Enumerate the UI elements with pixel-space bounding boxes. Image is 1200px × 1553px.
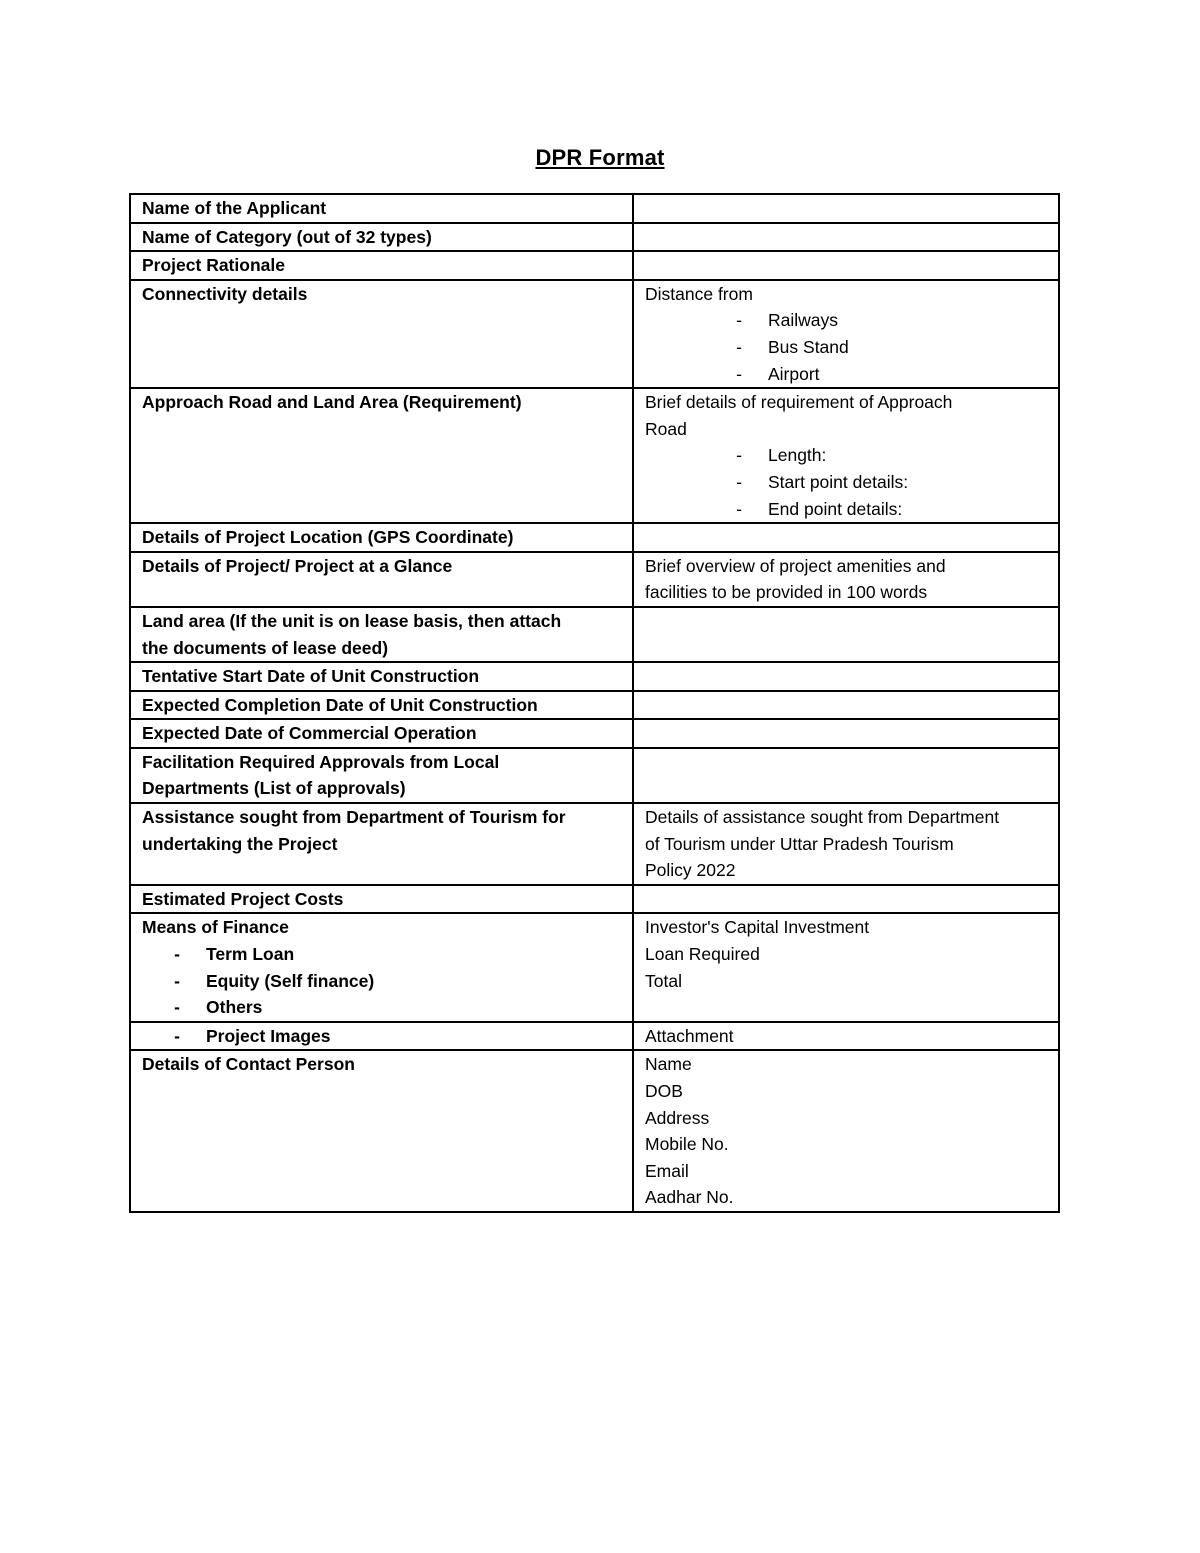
row-start-date: [130, 662, 1059, 691]
value-approach-road: [633, 388, 1059, 523]
list-item: [645, 496, 1050, 523]
label-applicant: Name of the Applicant: [130, 194, 633, 223]
row-commercial-date: [130, 719, 1059, 748]
land-area-line: Land area (If the unit is on lease basis, then attach: [142, 610, 562, 631]
assistance-value-line: Policy 2022: [645, 860, 736, 881]
assistance-value-line: of Tourism under Uttar Pradesh Tourism: [645, 833, 954, 854]
label-approach-road: Approach Road and Land Area (Requirement): [130, 388, 633, 523]
dash-bullet: -: [736, 498, 742, 519]
label-assistance: [130, 803, 633, 885]
row-connectivity: [130, 280, 1059, 388]
row-finance: [130, 913, 1059, 1021]
dash-bullet: -: [736, 471, 742, 492]
label-start-date: Tentative Start Date of Unit Construction: [130, 662, 633, 691]
finance-item: Term Loan: [206, 944, 295, 965]
value-commercial-date: [633, 719, 1059, 748]
row-approvals: [130, 748, 1059, 803]
value-costs: [633, 885, 1059, 914]
assistance-label-line: undertaking the Project: [142, 833, 338, 854]
row-assistance: [130, 803, 1059, 885]
list-item: [142, 968, 624, 995]
list-item: [645, 361, 1050, 388]
value-images: Attachment: [633, 1022, 1059, 1051]
value-contact: [633, 1050, 1059, 1212]
row-category: [130, 223, 1059, 252]
dash-bullet: -: [174, 997, 180, 1018]
row-applicant: [130, 194, 1059, 223]
value-category: [633, 223, 1059, 252]
row-rationale: [130, 251, 1059, 280]
label-approvals: [130, 748, 633, 803]
dash-bullet: -: [736, 445, 742, 466]
value-approvals: [633, 748, 1059, 803]
row-costs: [130, 885, 1059, 914]
approach-item: End point details:: [768, 498, 903, 519]
approach-line: Brief details of requirement of Approach: [645, 392, 953, 413]
dash-bullet: -: [736, 310, 742, 331]
list-item: [645, 307, 1050, 334]
list-item: [645, 442, 1050, 469]
finance-heading: Means of Finance: [142, 917, 289, 938]
label-images: [130, 1022, 633, 1051]
dash-bullet: -: [174, 970, 180, 991]
contact-field: Mobile No.: [645, 1134, 729, 1155]
label-commercial-date: Expected Date of Commercial Operation: [130, 719, 633, 748]
connectivity-item: Bus Stand: [768, 336, 849, 357]
row-contact: [130, 1050, 1059, 1212]
contact-field: Name: [645, 1054, 692, 1075]
assistance-value-line: Details of assistance sought from Department: [645, 807, 1000, 828]
contact-field: Address: [645, 1107, 710, 1128]
connectivity-item: Airport: [768, 363, 820, 384]
row-glance: [130, 552, 1059, 607]
label-land-area: [130, 607, 633, 662]
value-rationale: [633, 251, 1059, 280]
land-area-line: the documents of lease deed): [142, 637, 389, 658]
approach-line: Road: [645, 418, 687, 439]
finance-item: Others: [206, 997, 263, 1018]
label-completion-date: Expected Completion Date of Unit Construction: [130, 691, 633, 720]
finance-value-line: Investor's Capital Investment: [645, 917, 870, 938]
dpr-format-table: [129, 193, 1060, 1213]
list-item: [142, 1023, 624, 1050]
label-glance: Details of Project/ Project at a Glance: [130, 552, 633, 607]
approach-item: Start point details:: [768, 471, 909, 492]
dash-bullet: -: [174, 1025, 180, 1046]
connectivity-item: Railways: [768, 310, 839, 331]
contact-field: Email: [645, 1160, 689, 1181]
list-item: [142, 994, 624, 1021]
value-location: [633, 523, 1059, 552]
approach-item: Length:: [768, 445, 827, 466]
row-approach-road: [130, 388, 1059, 523]
list-item: [142, 941, 624, 968]
value-assistance: [633, 803, 1059, 885]
finance-item: Equity (Self finance): [206, 970, 375, 991]
label-contact: Details of Contact Person: [130, 1050, 633, 1212]
finance-value-line: Total: [645, 970, 682, 991]
row-completion-date: [130, 691, 1059, 720]
contact-field: Aadhar No.: [645, 1187, 734, 1208]
dash-bullet: -: [736, 363, 742, 384]
label-costs: Estimated Project Costs: [130, 885, 633, 914]
label-category: Name of Category (out of 32 types): [130, 223, 633, 252]
connectivity-heading: Distance from: [645, 283, 753, 304]
label-rationale: Project Rationale: [130, 251, 633, 280]
finance-value-line: Loan Required: [645, 944, 760, 965]
assistance-label-line: Assistance sought from Department of Tourism for: [142, 807, 566, 828]
value-land-area: [633, 607, 1059, 662]
row-images: [130, 1022, 1059, 1051]
approvals-line: Departments (List of approvals): [142, 778, 406, 799]
glance-line: Brief overview of project amenities and: [645, 555, 946, 576]
value-start-date: [633, 662, 1059, 691]
glance-line: facilities to be provided in 100 words: [645, 582, 928, 603]
label-location: Details of Project Location (GPS Coordinate): [130, 523, 633, 552]
list-item: [645, 469, 1050, 496]
row-location: [130, 523, 1059, 552]
row-land-area: [130, 607, 1059, 662]
value-applicant: [633, 194, 1059, 223]
label-finance: [130, 913, 633, 1021]
value-completion-date: [633, 691, 1059, 720]
approvals-line: Facilitation Required Approvals from Local: [142, 751, 500, 772]
page-title: DPR Format: [535, 145, 665, 170]
label-connectivity: Connectivity details: [130, 280, 633, 388]
contact-field: DOB: [645, 1081, 683, 1101]
images-label: Project Images: [206, 1025, 331, 1046]
list-item: [645, 334, 1050, 361]
dash-bullet: -: [736, 336, 742, 357]
value-connectivity: [633, 280, 1059, 388]
value-glance: [633, 552, 1059, 607]
value-finance: [633, 913, 1059, 1021]
dash-bullet: -: [174, 944, 180, 965]
